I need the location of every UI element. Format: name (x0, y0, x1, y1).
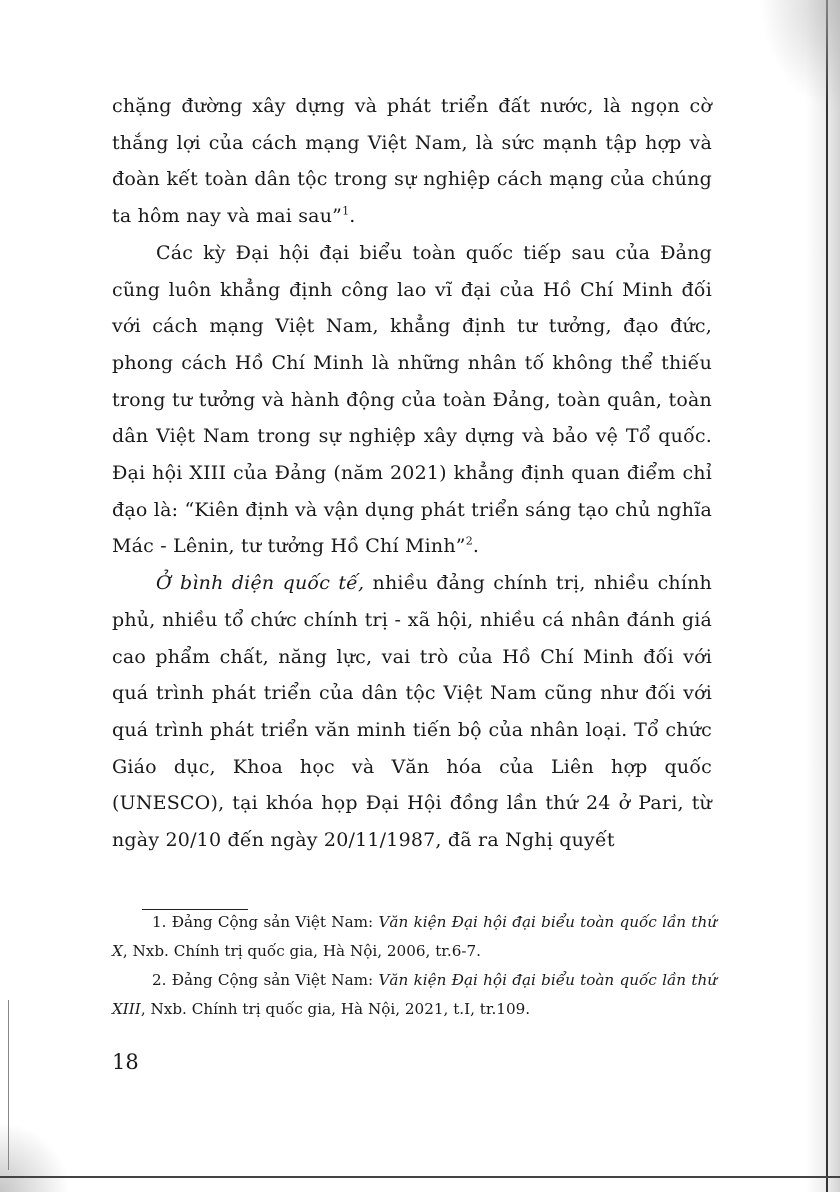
scan-stray-line (8, 1000, 9, 1170)
scan-shadow-top (760, 0, 840, 110)
scan-shadow-bottom (0, 1122, 70, 1192)
footnotes (112, 908, 717, 1024)
paragraph-2: Các kỳ Đại hội đại biểu toàn quốc tiếp sau của Đảng cũng luôn khẳng định công lao vĩ đại của Hồ Chí Minh đối với cách mạng Việt Nam, khẳng định tư tưởng, đạo đức, phong cách Hồ Chí Minh là những nhân tố không thể thiếu trong tư tưởng và hành động của toàn Đảng, toàn quân, toàn dân Việt Nam trong sự nghiệp xây dựng và bảo vệ Tổ quốc. Đại hội XIII của Đảng (năm 2021) khẳng định quan điểm chỉ đạo là: “Kiên định và vận dụng phát triển sáng tạo chủ nghĩa Mác - Lênin, tư tưởng Hồ Chí Minh”$^2$. (112, 241, 712, 558)
body-text (112, 88, 712, 859)
footnote-ref-2: 2 (465, 535, 473, 549)
paragraph-3-lead: Ở bình diện quốc tế, (156, 572, 365, 595)
scan-edge-right (806, 0, 840, 1192)
paragraph-3: Ở bình diện quốc tế, nhiều đảng chính trị, nhiều chính phủ, nhiều tổ chức chính trị - xã hội, nhiều cá nhân đánh giá cao phẩm chất, năng lực, vai trò của Hồ Chí Minh đối với quá trình phát triển của dân tộc Việt Nam cũng như đối với quá trình phát triển văn minh tiến bộ của nhân loại. Tổ chức Giáo dục, Khoa học và Văn hóa của Liên hợp quốc (UNESCO), tại khóa họp Đại Hội đồng lần thứ 24 ở Pari, từ ngày 20/10 đến ngày 20/11/1987, đã ra Nghị quyết (112, 572, 712, 852)
footnote-1: 1. Đảng Cộng sản Việt Nam: Văn kiện Đại hội đại biểu toàn quốc lần thứ X, Nxb. Chính trị quốc gia, Hà Nội, 2006, tr.6-7. (112, 913, 718, 960)
paragraph-1: chặng đường xây dựng và phát triển đất nước, là ngọn cờ thắng lợi của cách mạng Việt Nam, là sức mạnh tập hợp và đoàn kết toàn dân tộc trong sự nghiệp cách mạng của chúng ta hôm nay và mai sau”$^1$. (112, 95, 712, 228)
footnote-2: 2. Đảng Cộng sản Việt Nam: Văn kiện Đại hội đại biểu toàn quốc lần thứ XIII, Nxb. Chính trị quốc gia, Hà Nội, 2021, t.I, tr.109. (112, 971, 718, 1018)
scan-bottom-edge (0, 1176, 840, 1178)
footnote-ref-1: 1 (342, 204, 350, 218)
page-number: 18 (112, 1050, 139, 1074)
